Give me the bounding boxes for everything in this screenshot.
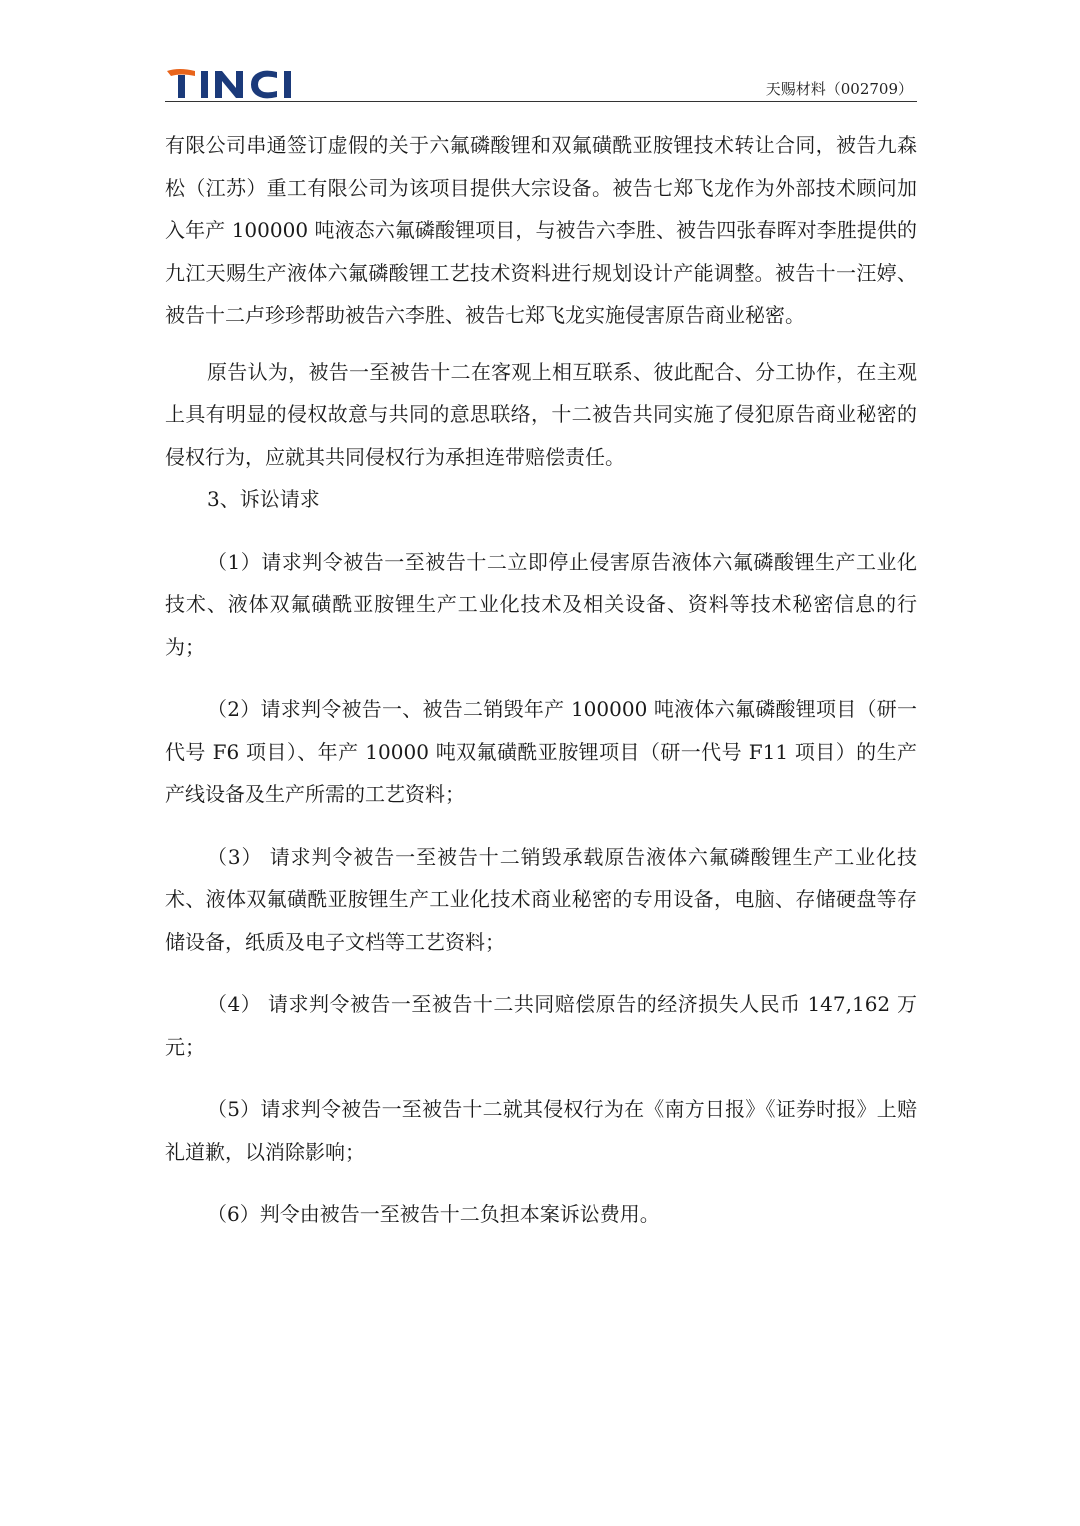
paragraph-plaintiff-opinion: 原告认为，被告一至被告十二在客观上相互联系、彼此配合、分工协作，在主观上具有明显的侵权故意与共同的意思联络，十二被告共同实施了侵犯原告商业秘密的侵权行为，应就其共同侵权行为承担连带赔偿责任。 bbox=[165, 359, 917, 469]
claim-item-3: （3） 请求判令被告一至被告十二销毁承载原告液体六氟磷酸锂生产工业化技术、液体双氟磺酰亚胺锂生产工业化技术商业秘密的专用设备，电脑、存储硬盘等存储设备，纸质及电子文档等工艺资料； bbox=[165, 844, 917, 954]
claim-item-5: （5）请求判令被告一至被告十二就其侵权行为在《南方日报》《证券时报》上赔礼道歉，以消除影响； bbox=[165, 1097, 917, 1164]
header-divider bbox=[165, 101, 917, 102]
claim-item-1: （1）请求判令被告一至被告十二立即停止侵害原告液体六氟磷酸锂生产工业化技术、液体双氟磺酰亚胺锂生产工业化技术及相关设备、资料等技术秘密信息的行为； bbox=[165, 549, 917, 659]
claim-item-4: （4） 请求判令被告一至被告十二共同赔偿原告的经济损失人民币 147,162 万元； bbox=[165, 992, 917, 1059]
claim-item-6: （6）判令由被告一至被告十二负担本案诉讼费用。 bbox=[207, 1202, 660, 1226]
company-name: 天赐材料（002709） bbox=[765, 80, 913, 98]
paragraph-continuation: 有限公司串通签订虚假的关于六氟磷酸锂和双氟磺酰亚胺锂技术转让合同，被告九森松（江苏）重工有限公司为该项目提供大宗设备。被告七郑飞龙作为外部技术顾问加入年产 100000 吨液态六氟磷酸锂项目，与被告六李胜、被告四张春晖对李胜提供的九江天赐生产液体六氟磷酸锂工艺技术资料进行规划设计产能调整。被告十一汪婷、被告十二卢珍珍帮助被告六李胜、被告七郑飞龙实施侵害原告商业秘密。 bbox=[165, 133, 917, 327]
claim-item-2: （2）请求判令被告一、被告二销毁年产 100000 吨液体六氟磷酸锂项目（研一代号 F6 项目）、年产 10000 吨双氟磺酰亚胺锂项目（研一代号 F11 项目）的生产产线设备及生产所需的工艺资料； bbox=[165, 697, 917, 806]
page-header bbox=[165, 64, 917, 104]
section-heading: 3、诉讼请求 bbox=[207, 487, 320, 511]
document-body bbox=[165, 124, 917, 1236]
tinci-logo bbox=[165, 68, 310, 100]
